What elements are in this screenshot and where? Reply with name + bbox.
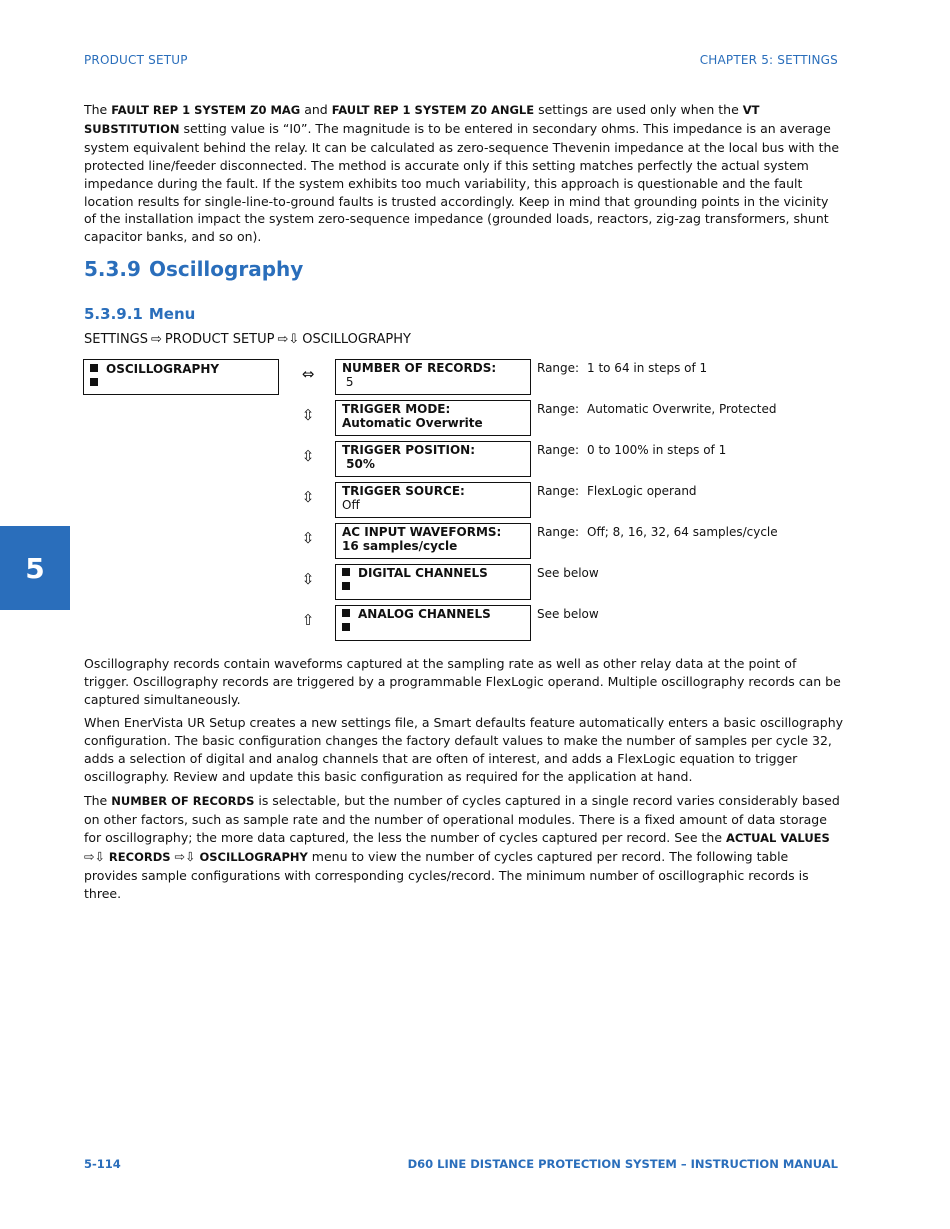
subsection-heading: 5.3.9.1 Menu bbox=[84, 305, 196, 323]
up-down-arrow-icon: ⇳ bbox=[301, 406, 315, 424]
setting-row: ⇳ AC INPUT WAVEFORMS: 16 samples/cycle Range: Off; 8, 16, 32, 64 samples/cycle bbox=[0, 523, 950, 561]
setting-box-analog-channels: ANALOG CHANNELS bbox=[335, 605, 531, 641]
chapter-tab: 5 bbox=[0, 526, 70, 610]
up-down-arrow-icon: ⇳ bbox=[301, 488, 315, 506]
setting-row: ⇳ TRIGGER SOURCE: Off Range: FlexLogic operand bbox=[0, 482, 950, 520]
setting-name-vt-substitution: VT SUBSTITUTION bbox=[84, 103, 760, 136]
section-heading: 5.3.9 Oscillography bbox=[84, 257, 304, 281]
menu-root-box: OSCILLOGRAPHY bbox=[83, 359, 279, 395]
paragraph-oscillography-records: Oscillography records contain waveforms captured at the sampling rate as well as other relay data at the point of trigger. Oscillography records are triggered by a programmable FlexLogic operand. Multiple oscillography records can be captured simultaneously. bbox=[84, 656, 841, 707]
up-down-arrow-icon: ⇳ bbox=[301, 447, 315, 465]
right-arrow-icon: ⇨ bbox=[151, 332, 162, 347]
setting-row: ⇳ DIGITAL CHANNELS See below bbox=[0, 564, 950, 602]
setting-name-z0-mag: FAULT REP 1 SYSTEM Z0 MAG bbox=[111, 103, 301, 117]
setting-name-z0-angle: FAULT REP 1 SYSTEM Z0 ANGLE bbox=[331, 103, 535, 117]
menu-path: SETTINGS ⇨ PRODUCT SETUP ⇨⇩ OSCILLOGRAPHY bbox=[84, 332, 411, 347]
up-down-arrow-icon: ⇳ bbox=[301, 529, 315, 547]
running-header-right: CHAPTER 5: SETTINGS bbox=[699, 53, 838, 67]
setting-box-trigger-mode: TRIGGER MODE: Automatic Overwrite bbox=[335, 400, 531, 436]
left-right-arrow-icon: ⇔ bbox=[301, 365, 315, 383]
manual-title: D60 LINE DISTANCE PROTECTION SYSTEM – INSTRUCTION MANUAL bbox=[407, 1157, 838, 1171]
up-down-arrow-icon: ⇳ bbox=[301, 570, 315, 588]
intro-paragraph: The FAULT REP 1 SYSTEM Z0 MAG and FAULT REP 1 SYSTEM Z0 ANGLE settings are used only when the VT SUBSTITUTION setting value is “I0”. The magnitude is to be entered in secondary ohms. This impedance is an average system equivalent behind the relay. It can be calculated as zero-sequence Thevenin impedance at the local bus with the protected line/feeder disconnected. The method is accurate only if this setting matches perfectly the actual system impedance during the fault. If the system exhibits too much variability, this approach is questionable and the fault location results for single-line-to-ground faults is trusted accordingly. Keep in mind that grounding points in the vicinity of the installation impact the system zero-sequence impedance (grounded loads, reactors, zig-zag transformers, shunt capacitor banks, and so on). bbox=[84, 102, 840, 245]
setting-row: ⇧ ANALOG CHANNELS See below bbox=[0, 605, 950, 643]
paragraph-smart-defaults: When EnerVista UR Setup creates a new settings file, a Smart defaults feature automatically enters a basic oscillography configuration. The basic configuration changes the factory default values to make the number of samples per cycle 32, adds a selection of digital and analog channels that are often of interest, and adds a FlexLogic equation to trigger oscillography. Review and update this basic configuration as required for the application at hand. bbox=[84, 715, 844, 784]
bullet-square-icon bbox=[342, 582, 350, 590]
setting-row: ⇔ NUMBER OF RECORDS: 5 Range: 1 to 64 in steps of 1 bbox=[0, 359, 950, 397]
up-arrow-icon: ⇧ bbox=[301, 611, 315, 629]
paragraph-number-of-records: The NUMBER OF RECORDS is selectable, but the number of cycles captured in a single record varies considerably based on other factors, such as sample rate and the number of operational modules. There is a fixed amount of data storage for oscillography; the more data captured, the less the number of cycles captured per record. See the ACTUAL VALUES ⇨⇩ RECORDS ⇨⇩ OSCILLOGRAPHY menu to view the number of cycles captured per record. The following table provides sample configurations with corresponding cycles/record. The minimum number of oscillographic records is three. bbox=[84, 793, 840, 901]
right-down-arrow-icon: ⇨⇩ bbox=[84, 848, 109, 864]
setting-box-number-of-records: NUMBER OF RECORDS: 5 bbox=[335, 359, 531, 395]
setting-row: ⇳ TRIGGER POSITION: 50% Range: 0 to 100% in steps of 1 bbox=[0, 441, 950, 479]
bullet-square-icon bbox=[342, 568, 350, 576]
right-down-arrow-icon: ⇨⇩ bbox=[170, 848, 200, 864]
setting-row: ⇳ TRIGGER MODE: Automatic Overwrite Range: Automatic Overwrite, Protected bbox=[0, 400, 950, 438]
setting-box-trigger-position: TRIGGER POSITION: 50% bbox=[335, 441, 531, 477]
setting-box-ac-input-waveforms: AC INPUT WAVEFORMS: 16 samples/cycle bbox=[335, 523, 531, 559]
running-header-left: PRODUCT SETUP bbox=[84, 53, 188, 67]
page-number: 5-114 bbox=[84, 1157, 121, 1171]
right-down-arrow-icon: ⇨⇩ bbox=[277, 332, 300, 347]
bullet-square-icon bbox=[342, 609, 350, 617]
setting-box-trigger-source: TRIGGER SOURCE: Off bbox=[335, 482, 531, 518]
bullet-square-icon bbox=[342, 623, 350, 631]
setting-box-digital-channels: DIGITAL CHANNELS bbox=[335, 564, 531, 600]
